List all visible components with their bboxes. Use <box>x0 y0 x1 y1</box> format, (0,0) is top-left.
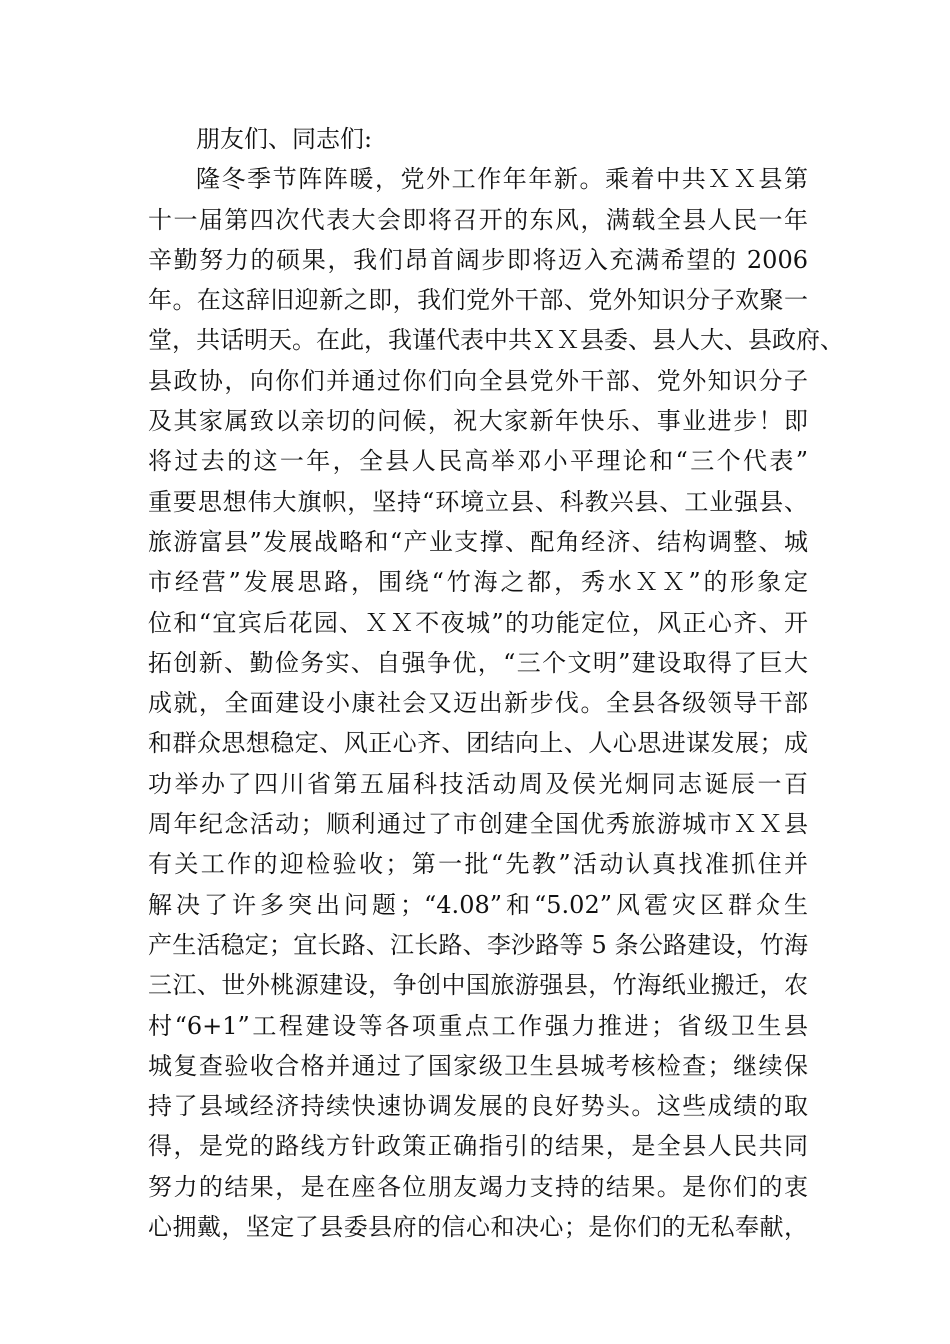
paragraph-line: 年。在这辞旧迎新之即，我们党外干部、党外知识分子欢聚一 <box>148 286 808 315</box>
paragraph-line: 产生活稳定；宜长路、江长路、李沙路等 5 条公路建设，竹海 <box>148 930 808 959</box>
paragraph-line: 隆冬季节阵阵暖，党外工作年年新。乘着中共ＸＸ县第 <box>196 165 808 194</box>
paragraph-line: 成就，全面建设小康社会又迈出新步伐。全县各级领导干部 <box>148 689 808 718</box>
paragraph-line: 三江、世外桃源建设，争创中国旅游强县，竹海纸业搬迁，农 <box>148 971 808 1000</box>
paragraph-line: 重要思想伟大旗帜，坚持“环境立县、科教兴县、工业强县、 <box>148 487 808 516</box>
paragraph-line: 将过去的这一年，全县人民高举邓小平理论和“三个代表” <box>148 447 808 476</box>
speech-body <box>148 119 844 1247</box>
paragraph-line: 十一届第四次代表大会即将召开的东风，满载全县人民一年 <box>148 205 808 234</box>
paragraph-line: 有关工作的迎检验收；第一批“先教”活动认真找准抓住并 <box>148 850 808 879</box>
paragraph-line: 周年纪念活动；顺利通过了市创建全国优秀旅游城市ＸＸ县 <box>148 810 808 839</box>
paragraph-line: 位和“宜宾后花园、ＸＸ不夜城”的功能定位，风正心齐、开 <box>148 608 808 637</box>
paragraph-line: 堂，共话明天。在此，我谨代表中共ＸＸ县委、县人大、县政府、 <box>148 326 844 355</box>
paragraph-line: 旅游富县”发展战略和“产业支撑、配角经济、结构调整、城 <box>148 527 808 556</box>
paragraph-line: 县政协，向你们并通过你们向全县党外干部、党外知识分子 <box>148 366 808 395</box>
paragraph-line: 得，是党的路线方针政策正确指引的结果，是全县人民共同 <box>148 1132 808 1161</box>
paragraph-line: 市经营”发展思路，围绕“竹海之都，秀水ＸＸ”的形象定 <box>148 568 808 597</box>
paragraph-line: 解决了许多突出问题；“4.08”和“5.02”风雹灾区群众生 <box>148 890 808 919</box>
paragraph-line: 努力的结果，是在座各位朋友竭力支持的结果。是你们的衷 <box>148 1172 808 1201</box>
paragraph-line: 心拥戴，坚定了县委县府的信心和决心；是你们的无私奉献， <box>148 1213 808 1242</box>
paragraph-line: 和群众思想稳定、风正心齐、团结向上、人心思进谋发展；成 <box>148 729 808 758</box>
paragraph-line: 及其家属致以亲切的问候，祝大家新年快乐、事业进步！即 <box>148 407 808 436</box>
paragraph-line: 村“6+1”工程建设等各项重点工作强力推进；省级卫生县 <box>148 1011 808 1040</box>
paragraph-line: 持了县域经济持续快速协调发展的良好势头。这些成绩的取 <box>148 1092 808 1121</box>
paragraph-line: 城复查验收合格并通过了国家级卫生县城考核检查；继续保 <box>148 1051 808 1080</box>
salutation: 朋友们、同志们: <box>196 125 373 153</box>
paragraph-line: 辛勤努力的硕果，我们昂首阔步即将迈入充满希望的 2006 <box>148 245 808 274</box>
paragraph-line: 功举办了四川省第五届科技活动周及侯光炯同志诞辰一百 <box>148 769 808 798</box>
paragraph-line: 拓创新、勤俭务实、自强争优，“三个文明”建设取得了巨大 <box>148 648 808 677</box>
